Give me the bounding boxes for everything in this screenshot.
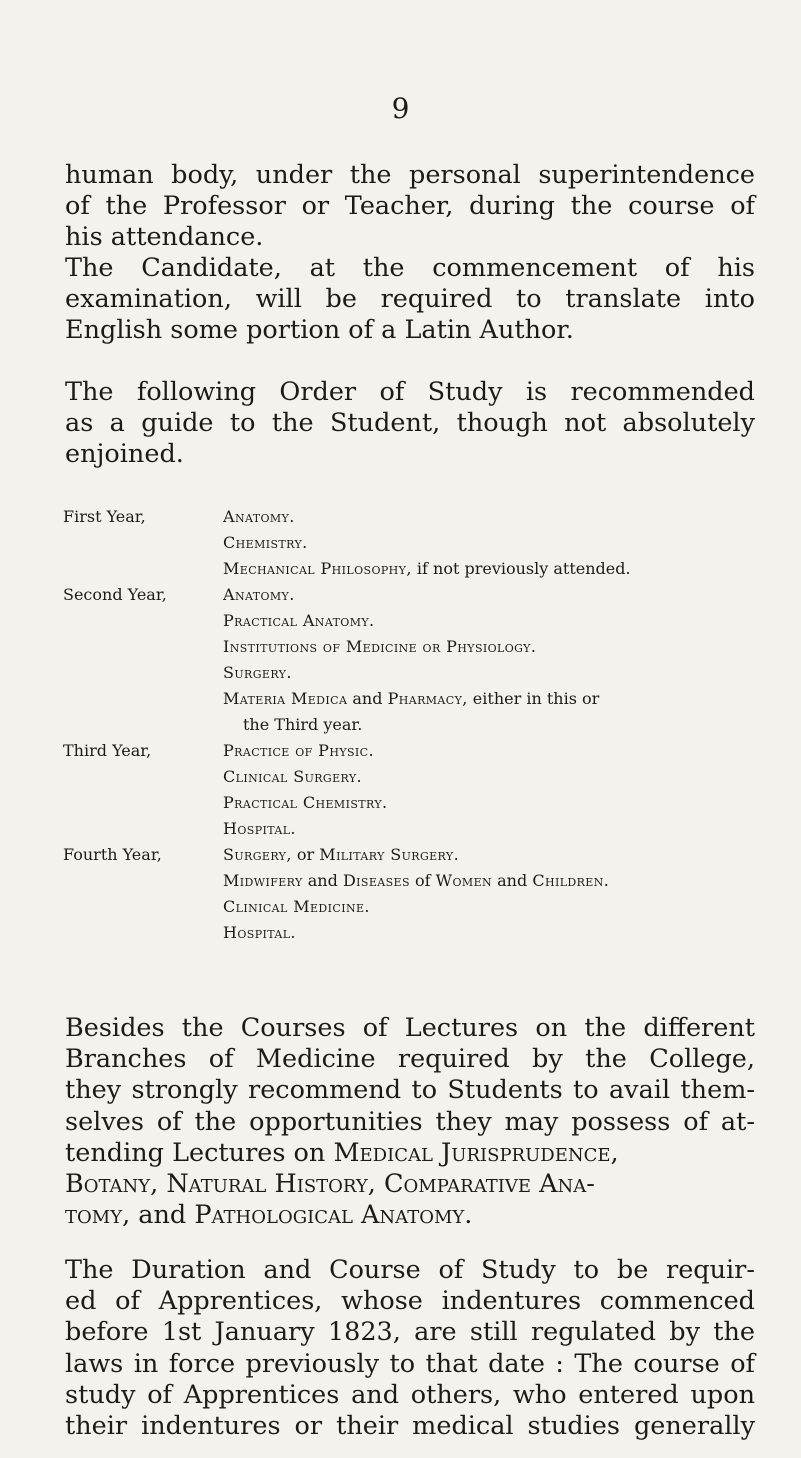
text-line: The Duration and Course of Study to be requir- xyxy=(65,1255,755,1285)
text-line: their indentures or their medical studies generally xyxy=(65,1411,755,1442)
course-name: Children. xyxy=(532,871,610,890)
course-name: Diseases xyxy=(342,871,410,890)
year-third xyxy=(63,738,783,842)
year-label: First Year, xyxy=(63,507,146,526)
subject-name: Pathological Anatomy. xyxy=(194,1200,473,1231)
paragraph-order-of-study xyxy=(65,377,755,471)
course-item: Anatomy. xyxy=(223,585,295,604)
course-name: Pharmacy, xyxy=(387,689,468,708)
course-note-continuation: the Third year. xyxy=(243,715,363,734)
subject-line: Botany, Natural History, Comparative Ana- xyxy=(65,1169,595,1200)
paragraph-superintendence xyxy=(65,160,755,254)
text-fragment: tending Lectures on xyxy=(65,1137,334,1168)
year-label: Second Year, xyxy=(63,585,167,604)
course-item: Hospital. xyxy=(223,923,296,942)
text-line: enjoined. xyxy=(65,439,184,470)
text-line: The Candidate, at the commencement of his xyxy=(65,253,755,283)
text-line: selves of the opportunities they may possess of at- xyxy=(65,1106,755,1137)
course-item: Institutions of Medicine or Physiology. xyxy=(223,637,537,656)
course-name: Mechanical Philosophy, xyxy=(223,559,412,578)
course-item: Surgery. xyxy=(223,663,292,682)
text-line: laws in force previously to that date : The course of xyxy=(65,1348,755,1379)
course-item: Clinical Surgery. xyxy=(223,767,363,786)
course-note: if not previously attended. xyxy=(411,559,631,578)
course-item xyxy=(223,842,783,868)
study-schedule xyxy=(63,504,783,946)
text-line: as a guide to the Student, though not absolutely xyxy=(65,408,755,439)
course-conjunction: of xyxy=(409,871,436,890)
paragraph-duration xyxy=(65,1255,755,1442)
course-conjunction: or xyxy=(291,845,320,864)
course-name: Women xyxy=(435,871,493,890)
course-item: Hospital. xyxy=(223,819,296,838)
text-line: examination, will be required to translate into xyxy=(65,284,755,315)
course-name: Surgery, xyxy=(223,845,292,864)
paragraph-candidate xyxy=(65,253,755,347)
course-item: Practical Anatomy. xyxy=(223,611,375,630)
course-item: Practice of Physic. xyxy=(223,741,374,760)
text-fragment: and xyxy=(130,1200,195,1231)
subject-name: tomy, xyxy=(65,1200,131,1231)
course-item: Clinical Medicine. xyxy=(223,897,370,916)
text-line: they strongly recommend to Students to avail them- xyxy=(65,1075,755,1106)
course-conjunction: and xyxy=(492,871,533,890)
year-label: Fourth Year, xyxy=(63,845,162,864)
year-label: Third Year, xyxy=(63,741,152,760)
course-item: Anatomy. xyxy=(223,507,295,526)
year-first xyxy=(63,504,783,582)
course-item: Practical Chemistry. xyxy=(223,793,388,812)
subject-name: Medical Jurisprudence, xyxy=(333,1137,619,1168)
course-item: Chemistry. xyxy=(223,533,308,552)
page-number: 9 xyxy=(391,92,410,125)
course-conjunction: and xyxy=(347,689,388,708)
text-line: Branches of Medicine required by the College, xyxy=(65,1044,755,1075)
course-item xyxy=(223,556,783,582)
year-fourth xyxy=(63,842,783,946)
text-line: English some portion of a Latin Author. xyxy=(65,315,574,346)
course-conjunction: and xyxy=(302,871,343,890)
course-note: either in this or xyxy=(467,689,600,708)
text-line: The following Order of Study is recommended xyxy=(65,377,755,407)
paragraph-besides-courses xyxy=(65,1013,755,1231)
course-item xyxy=(223,686,783,712)
text-line: of the Professor or Teacher, during the course of xyxy=(65,191,755,222)
text-line: Besides the Courses of Lectures on the different xyxy=(65,1013,755,1043)
text-line: ed of Apprentices, whose indentures commenced xyxy=(65,1286,755,1317)
course-name: Midwifery xyxy=(223,871,303,890)
text-line: his attendance. xyxy=(65,222,264,253)
text-line xyxy=(65,1138,755,1169)
text-line: study of Apprentices and others, who entered upon xyxy=(65,1379,755,1410)
course-name: Materia Medica xyxy=(223,689,348,708)
text-line: human body, under the personal superintendence xyxy=(65,160,755,190)
text-line: before 1st January 1823, are still regulated by the xyxy=(65,1317,755,1348)
course-name: Military Surgery. xyxy=(319,845,460,864)
text-line xyxy=(65,1200,755,1231)
year-second xyxy=(63,582,783,738)
course-item xyxy=(223,868,783,894)
